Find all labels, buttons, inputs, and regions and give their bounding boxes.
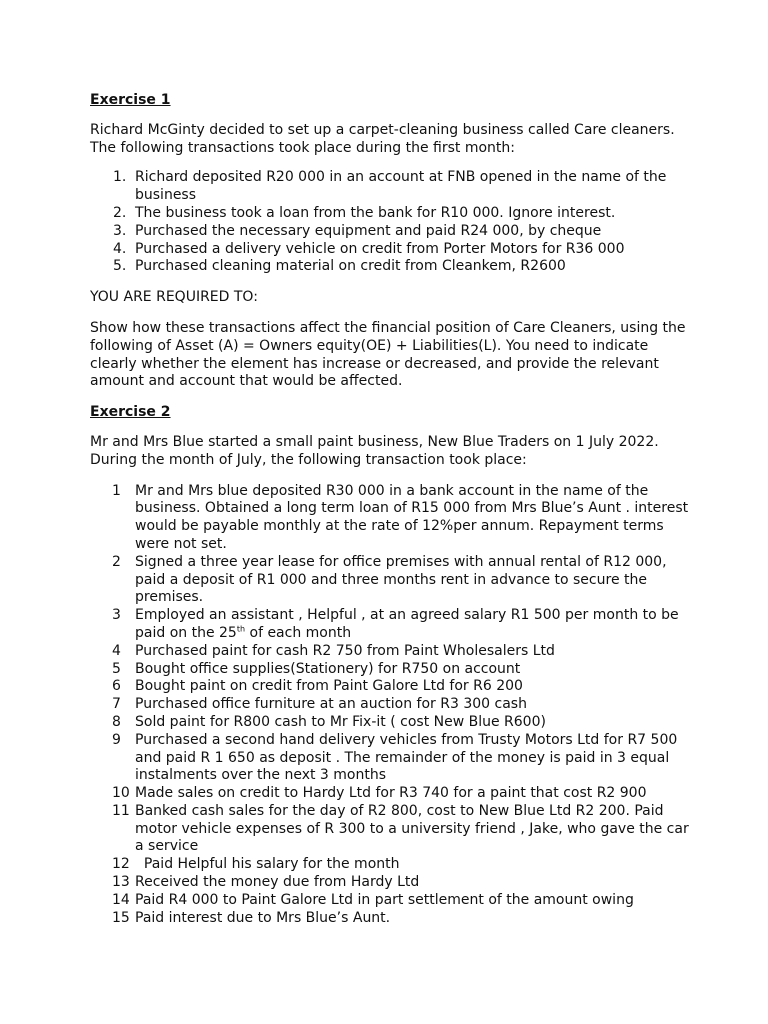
list-item: 5 Bought office supplies(Stationery) for R750 on account (112, 660, 521, 677)
list-item: 2. The business took a loan from the bank for R10 000. Ignore interest. (113, 204, 616, 221)
list-item: 10 Made sales on credit to Hardy Ltd for R3 740 for a paint that cost R2 900 (112, 785, 647, 802)
list-item: 3. Purchased the necessary equipment and paid R24 000, by cheque (113, 222, 602, 239)
list-item: 4 Purchased paint for cash R2 750 from Paint Wholesalers Ltd (112, 642, 555, 659)
list-item: 9 Purchased a second hand delivery vehicles from Trusty Motors Ltd for R7 500 and paid R 1 650 as deposit . The remainder of the money is paid in 3 equal instalments over the next 3 months (112, 731, 678, 784)
list-item: 11 Banked cash sales for the day of R2 800, cost to New Blue Ltd R2 200. Paid motor vehicle expenses of R 300 to a university friend , Jake, who gave the car a service (112, 802, 689, 855)
list-item: 5. Purchased cleaning material on credit from Cleankem, R2600 (113, 258, 566, 275)
list-item: 6 Bought paint on credit from Paint Galore Ltd for R6 200 (112, 678, 523, 695)
exercise-2-transactions (90, 483, 690, 928)
list-item: 7 Purchased office furniture at an auction for R3 300 cash (112, 696, 527, 713)
exercise-1-transactions (90, 169, 690, 276)
list-item: 2 Signed a three year lease for office premises with annual rental of R12 000, paid a deposit of R1 000 and three months rent in advance to secure the premises. (112, 553, 667, 606)
list-item: 8 Sold paint for R800 cash to Mr Fix-it ( cost New Blue R600) (112, 713, 546, 730)
exercise-2-intro: Mr and Mrs Blue started a small paint business, New Blue Traders on 1 July 2022. During the month of July, the following transaction took place: (90, 433, 659, 468)
list-item: 4. Purchased a delivery vehicle on credit from Porter Motors for R36 000 (113, 240, 625, 257)
exercise-1-instructions: Show how these transactions affect the financial position of Care Cleaners, using the following of Asset (A) = Owners equity(OE) + Liabilities(L). You need to indicate clearly whether the element has increase or decreased, and provide the relevant amount and account that would be affected. (90, 319, 686, 390)
list-item: 15 Paid interest due to Mrs Blue’s Aunt. (112, 909, 391, 926)
exercise-1-heading: Exercise 1 (90, 92, 171, 108)
document-page (90, 92, 690, 927)
list-item: 1 Mr and Mrs blue deposited R30 000 in a bank account in the name of the business. Obtained a long term loan of R15 000 from Mrs Blue’s Aunt . interest would be payable monthly at the rate of 12%per annum. Repayment terms were not set. (112, 482, 689, 552)
required-label: YOU ARE REQUIRED TO: (90, 289, 258, 306)
list-item: 12 Paid Helpful his salary for the month (112, 856, 400, 873)
list-item: 14 Paid R4 000 to Paint Galore Ltd in part settlement of the amount owing (112, 891, 634, 908)
list-item: 3 Employed an assistant , Helpful , at an agreed salary R1 500 per month to be paid on the 25th of each month (112, 607, 679, 641)
exercise-2-heading: Exercise 2 (90, 404, 171, 421)
list-item: 13 Received the money due from Hardy Ltd (112, 874, 420, 891)
exercise-1-intro: Richard McGinty decided to set up a carpet-cleaning business called Care cleaners. The following transactions took place during the first month: (90, 121, 675, 156)
list-item: 1. Richard deposited R20 000 in an account at FNB opened in the name of the business (113, 169, 667, 204)
